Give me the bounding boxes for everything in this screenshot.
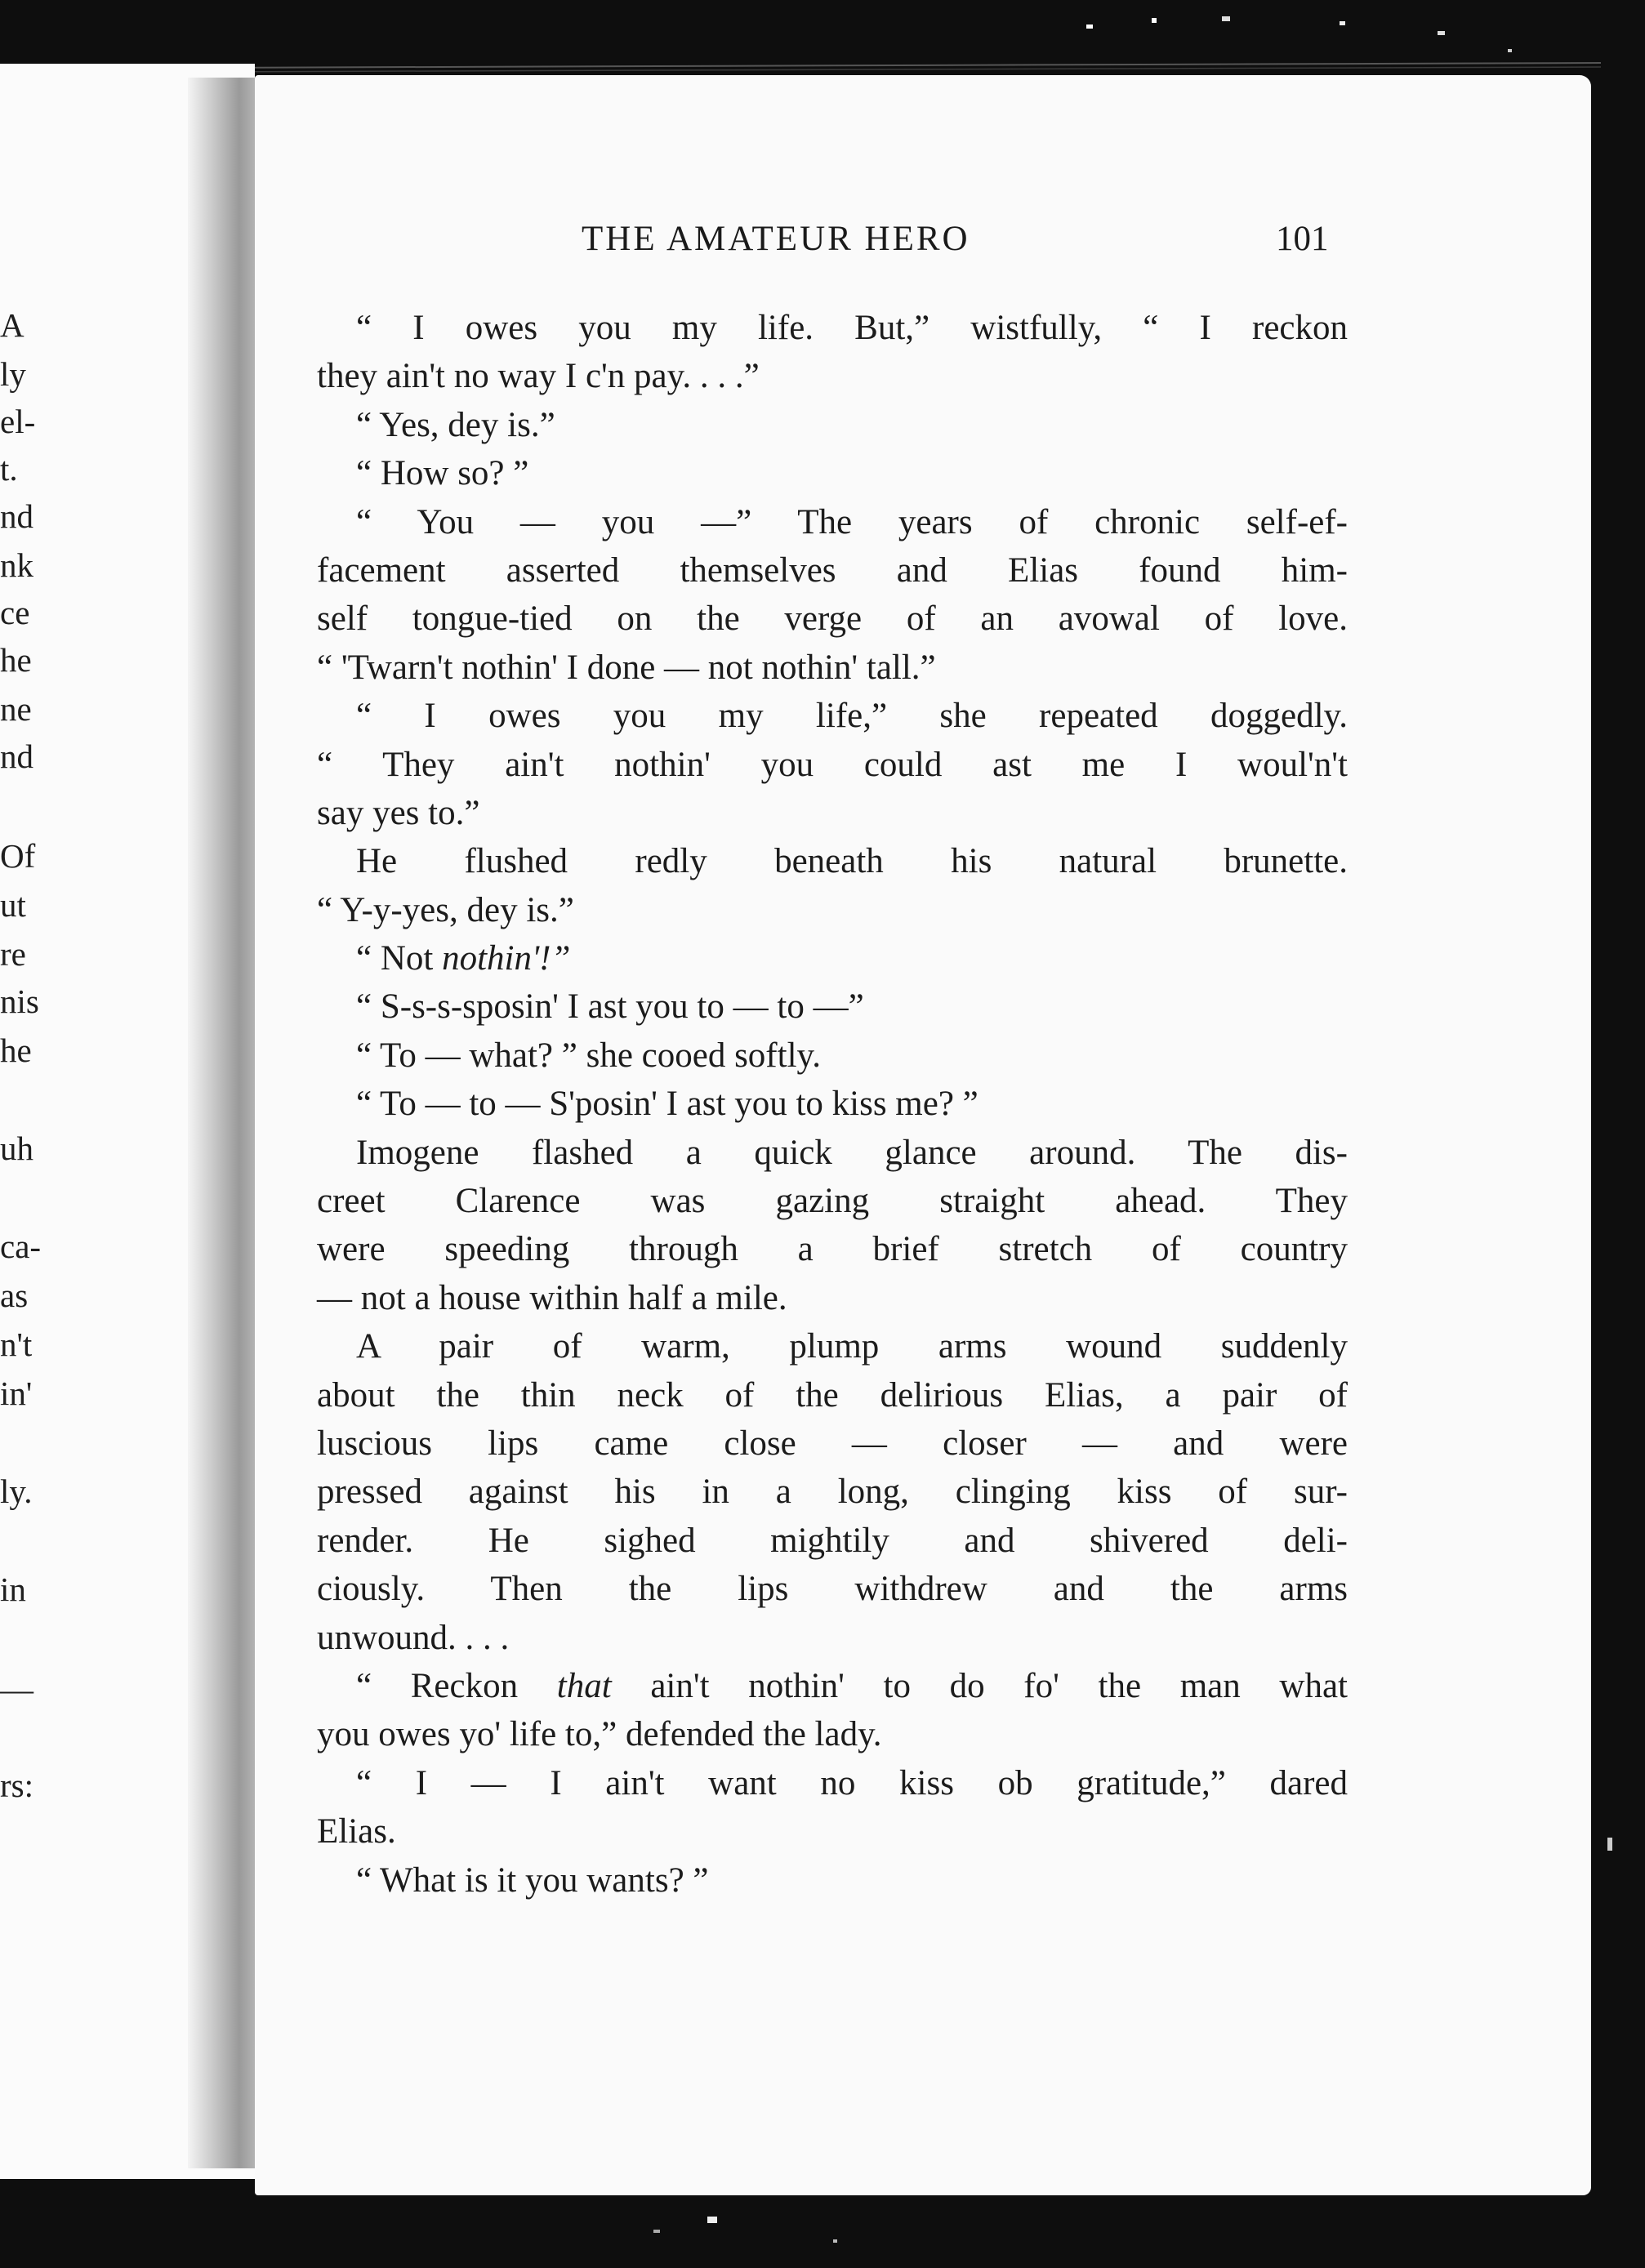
text-line: they ain't no way I c'n pay. . . .” xyxy=(317,357,760,396)
text-line: “ What is it you wants? ” xyxy=(356,1860,709,1900)
page-header xyxy=(0,219,1645,268)
text-line: render. He sighed mightily and shivered deli- xyxy=(317,1521,1348,1560)
text-line: — not a house within half a mile. xyxy=(317,1278,787,1317)
text-line: “ They ain't nothin' you could ast me I woul'n't xyxy=(317,745,1348,784)
left-page-fragment: Of xyxy=(0,837,36,875)
left-page-fragment: n't xyxy=(0,1326,33,1363)
left-page-fragment: el- xyxy=(0,403,36,440)
left-page-fragment: in xyxy=(0,1571,26,1608)
left-page-fragment: re xyxy=(0,935,26,973)
left-page-fragment: nd xyxy=(0,737,33,775)
left-page-fragment: ce xyxy=(0,594,30,631)
text-line: “ Yes, dey is.” xyxy=(356,405,555,444)
left-page-fragment: t. xyxy=(0,450,18,488)
text-line: “ S-s-s-sposin' I ast you to — to —” xyxy=(356,987,864,1027)
left-page-fragment: he xyxy=(0,1032,32,1069)
page-number: 101 xyxy=(1276,220,1329,258)
text-line xyxy=(317,934,1348,983)
left-page-fragment: — xyxy=(0,1670,33,1708)
text-line: facement asserted themselves and Elias found him- xyxy=(317,550,1348,590)
text-line: pressed against his in a long, clinging kiss of sur- xyxy=(317,1473,1348,1512)
text-line: unwound. . . . xyxy=(317,1618,510,1657)
text-line: Elias. xyxy=(317,1812,396,1851)
text-line-start: “ Reckon xyxy=(356,1666,557,1705)
text-line: “ To — to — S'posin' I ast you to kiss me? ” xyxy=(356,1085,979,1124)
text-line-end: ain't nothin' to do fo' the man what xyxy=(611,1666,1349,1705)
left-page-fragment: ut xyxy=(0,886,26,924)
italic-text: that xyxy=(556,1666,612,1705)
left-page-fragment: A xyxy=(0,306,25,344)
italic-quote: ” xyxy=(551,939,571,978)
text-line: “ Y-y-yes, dey is.” xyxy=(317,890,574,929)
text-line: “ 'Twarn't nothin' I done — not nothin' tall.” xyxy=(317,648,936,687)
left-page-fragment: ca- xyxy=(0,1228,42,1265)
left-page-fragment: rs: xyxy=(0,1767,33,1804)
left-page-fragment: ne xyxy=(0,690,32,728)
text-line: ciously. Then the lips withdrew and the arms xyxy=(317,1570,1348,1609)
text-line: about the thin neck of the delirious Elias, a pair of xyxy=(317,1375,1348,1415)
text-line: “ How so? ” xyxy=(356,454,529,493)
text-line: self tongue-tied on the verge of an avowal of love. xyxy=(317,599,1348,639)
page-body xyxy=(317,304,1348,1905)
text-line: He flushed redly beneath his natural brunette. xyxy=(356,842,1348,881)
text-line: you owes yo' life to,” defended the lady. xyxy=(317,1715,882,1754)
left-page-fragment: nis xyxy=(0,983,39,1020)
left-page-fragment: nk xyxy=(0,546,33,584)
text-line-start: “ Not xyxy=(356,939,443,978)
text-line: A pair of warm, plump arms wound suddenly xyxy=(356,1327,1348,1366)
left-page-fragment: as xyxy=(0,1277,29,1314)
left-page-fragment: in' xyxy=(0,1375,33,1412)
left-page-fragment: ly xyxy=(0,355,26,393)
text-line: “ I — I ain't want no kiss ob gratitude,” dared xyxy=(356,1763,1348,1802)
text-line: Imogene flashed a quick glance around. The dis- xyxy=(356,1133,1348,1172)
text-line: “ You — you —” The years of chronic self-ef- xyxy=(356,502,1348,541)
running-title: THE AMATEUR HERO xyxy=(582,220,970,258)
italic-text: nothin'! xyxy=(442,939,551,978)
text-line: say yes to.” xyxy=(317,793,480,832)
text-line: “ To — what? ” she cooed softly. xyxy=(356,1036,821,1075)
left-page-fragment: uh xyxy=(0,1130,33,1167)
text-line xyxy=(317,1662,1348,1710)
text-line: luscious lips came close — closer — and were xyxy=(317,1424,1348,1463)
text-line: creet Clarence was gazing straight ahead. They xyxy=(317,1182,1348,1221)
book-gutter xyxy=(188,78,261,2168)
left-page-fragment: ly. xyxy=(0,1473,33,1510)
text-line: “ I owes you my life. But,” wistfully, “ I reckon xyxy=(356,309,1348,347)
left-page-fragment: nd xyxy=(0,497,33,535)
text-line: were speeding through a brief stretch of country xyxy=(317,1230,1348,1269)
text-line: “ I owes you my life,” she repeated doggedly. xyxy=(356,697,1348,736)
left-page-fragment: he xyxy=(0,641,32,679)
